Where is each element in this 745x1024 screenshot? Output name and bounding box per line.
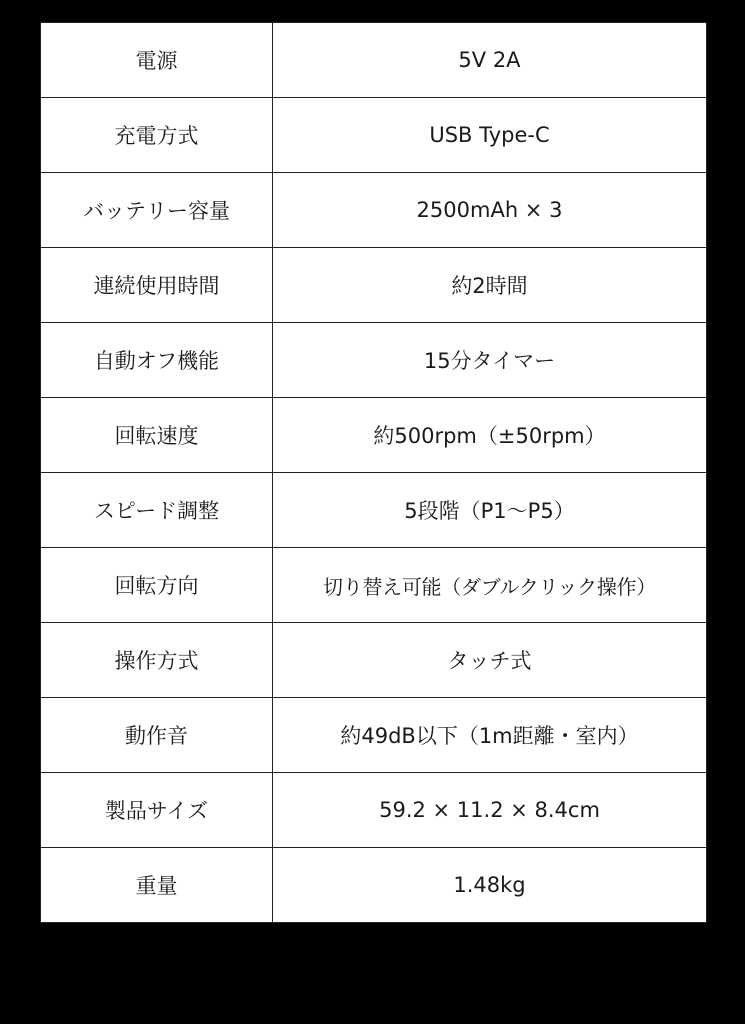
spec-value: 切り替え可能（ダブルクリック操作） (273, 548, 707, 623)
spec-value: 約500rpm（±50rpm） (273, 398, 707, 473)
spec-table-body (41, 23, 707, 923)
spec-row-size (41, 773, 707, 848)
spec-row-runtime (41, 248, 707, 323)
spec-value: 15分タイマー (273, 323, 707, 398)
spec-row-charging (41, 98, 707, 173)
spec-label: 操作方式 (41, 623, 273, 698)
spec-label: 自動オフ機能 (41, 323, 273, 398)
spec-value: 5V 2A (273, 23, 707, 98)
spec-label: 回転速度 (41, 398, 273, 473)
spec-label: バッテリー容量 (41, 173, 273, 248)
spec-label: 回転方向 (41, 548, 273, 623)
spec-label: 充電方式 (41, 98, 273, 173)
spec-value: 約2時間 (273, 248, 707, 323)
spec-value: 5段階（P1〜P5） (273, 473, 707, 548)
spec-row-speed-adjust (41, 473, 707, 548)
spec-row-power (41, 23, 707, 98)
spec-value: 約49dB以下（1m距離・室内） (273, 698, 707, 773)
spec-label: 製品サイズ (41, 773, 273, 848)
spec-label: 連続使用時間 (41, 248, 273, 323)
spec-label: スピード調整 (41, 473, 273, 548)
spec-label: 重量 (41, 848, 273, 923)
spec-label: 動作音 (41, 698, 273, 773)
spec-value: タッチ式 (273, 623, 707, 698)
spec-row-auto-off (41, 323, 707, 398)
spec-row-rotation-speed (41, 398, 707, 473)
spec-row-weight (41, 848, 707, 923)
spec-value: USB Type-C (273, 98, 707, 173)
spec-label: 電源 (41, 23, 273, 98)
spec-table (40, 22, 707, 923)
spec-row-noise (41, 698, 707, 773)
spec-row-battery (41, 173, 707, 248)
spec-value: 1.48kg (273, 848, 707, 923)
spec-value: 59.2 × 11.2 × 8.4cm (273, 773, 707, 848)
spec-value: 2500mAh × 3 (273, 173, 707, 248)
spec-row-operation (41, 623, 707, 698)
spec-row-rotation-direction (41, 548, 707, 623)
